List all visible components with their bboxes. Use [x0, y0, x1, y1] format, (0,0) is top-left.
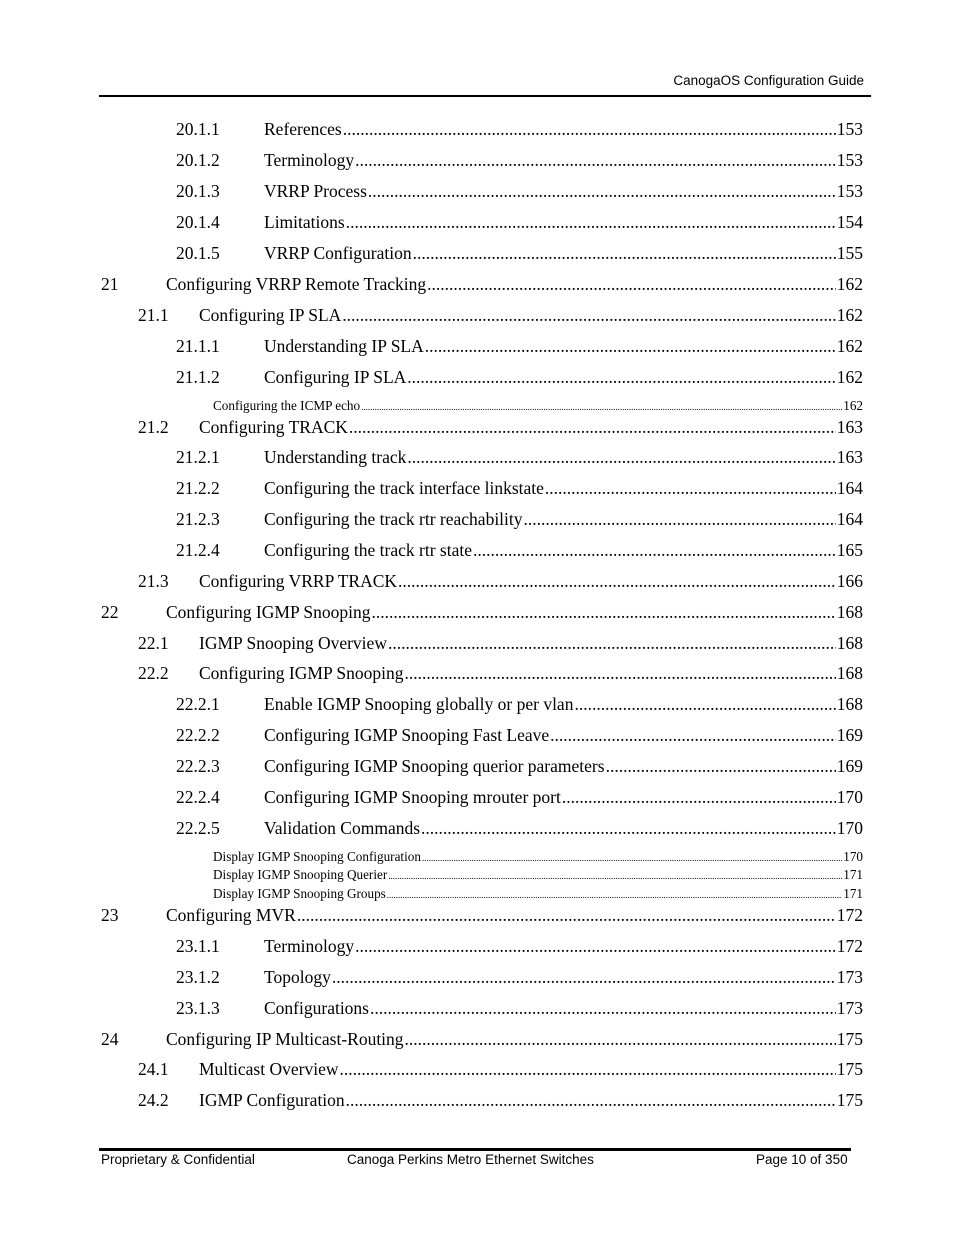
footer-product-line: Canoga Perkins Metro Ethernet Switches — [347, 1152, 594, 1167]
toc-entry-title: Configuring IP SLA — [199, 305, 342, 325]
dot-leader — [574, 693, 835, 715]
dot-leader — [606, 755, 836, 777]
dot-leader — [407, 446, 835, 468]
toc-entry-page: 162 — [836, 336, 863, 356]
toc-entry-title: Configuring IGMP Snooping mrouter port — [264, 787, 561, 807]
toc-entry-number: 24.1 — [138, 1059, 169, 1079]
toc-entry-number: 23.1.2 — [176, 967, 220, 987]
toc-entry[interactable] — [213, 849, 863, 865]
dot-leader — [545, 477, 836, 499]
toc-entry-title: Configuring IGMP Snooping — [166, 602, 371, 622]
dot-leader — [339, 1058, 835, 1080]
toc-entry-title: Terminology — [264, 150, 355, 170]
toc-entry-title: Display IGMP Snooping Querier — [213, 867, 388, 882]
toc-entry-number: 22 — [101, 602, 119, 622]
toc-entry-number: 24.2 — [138, 1090, 169, 1110]
toc-entry-title: Limitations — [264, 212, 345, 232]
toc-entry-title: Configuring VRRP TRACK — [199, 571, 398, 591]
toc-entry-page: 168 — [836, 633, 863, 653]
toc-entry-number: 22.2.4 — [176, 787, 220, 807]
toc-entry-number: 21.2.1 — [176, 447, 220, 467]
toc-entry-number: 23 — [101, 905, 119, 925]
toc-entry[interactable] — [101, 904, 863, 926]
running-header-title: CanogaOS Configuration Guide — [673, 73, 864, 88]
dot-leader — [355, 149, 836, 171]
toc-entry[interactable] — [138, 1089, 863, 1111]
toc-entry[interactable] — [138, 570, 863, 592]
toc-entry[interactable] — [176, 366, 863, 388]
dot-leader — [297, 904, 836, 926]
dot-leader — [355, 935, 836, 957]
toc-entry-title: Topology — [264, 967, 331, 987]
dot-leader — [425, 335, 836, 357]
toc-entry[interactable] — [213, 886, 863, 902]
dot-leader — [562, 786, 836, 808]
toc-entry-page: 165 — [836, 540, 863, 560]
toc-entry-page: 171 — [843, 886, 863, 901]
toc-entry-title: Configuring MVR — [166, 905, 296, 925]
toc-entry-title: Terminology — [264, 936, 355, 956]
toc-entry-title: IGMP Configuration — [199, 1090, 345, 1110]
toc-entry-number: 21.2.3 — [176, 509, 220, 529]
dot-leader — [388, 868, 842, 884]
toc-entry-page: 164 — [836, 509, 863, 529]
toc-entry-page: 171 — [843, 867, 863, 882]
toc-entry-page: 172 — [836, 936, 863, 956]
toc-entry-title: Enable IGMP Snooping globally or per vlan — [264, 694, 574, 714]
toc-entry[interactable] — [101, 1028, 863, 1050]
toc-entry-title: Configuring IGMP Snooping — [199, 663, 404, 683]
dot-leader — [550, 724, 836, 746]
toc-entry-title: Configuring IGMP Snooping querior parameters — [264, 756, 605, 776]
toc-entry-number: 22.2.5 — [176, 818, 220, 838]
toc-entry-number: 20.1.5 — [176, 243, 220, 263]
toc-entry-title: References — [264, 119, 342, 139]
footer-rule — [99, 1148, 851, 1151]
footer-page-number: Page 10 of 350 — [756, 1152, 848, 1167]
dot-leader — [473, 539, 836, 561]
toc-entry-number: 22.1 — [138, 633, 169, 653]
toc-entry[interactable] — [138, 304, 863, 326]
toc-entry[interactable] — [138, 662, 863, 684]
toc-entry-page: 170 — [836, 787, 863, 807]
toc-entry[interactable] — [138, 1058, 863, 1080]
toc-entry[interactable] — [138, 416, 863, 438]
toc-entry[interactable] — [138, 632, 863, 654]
toc-entry-title: Configuring the track rtr reachability — [264, 509, 523, 529]
dot-leader — [368, 180, 836, 202]
toc-entry-number: 23.1.3 — [176, 998, 220, 1018]
toc-entry-page: 162 — [836, 305, 863, 325]
toc-entry-number: 21.2.4 — [176, 540, 220, 560]
toc-entry-title: Configuring TRACK — [199, 417, 348, 437]
dot-leader — [405, 662, 836, 684]
dot-leader — [332, 966, 836, 988]
toc-entry-title: Configuring IP Multicast-Routing — [166, 1029, 404, 1049]
toc-entry-number: 20.1.2 — [176, 150, 220, 170]
toc-entry-number: 21.1.2 — [176, 367, 220, 387]
toc-entry-page: 164 — [836, 478, 863, 498]
toc-entry-number: 23.1.1 — [176, 936, 220, 956]
toc-entry-title: VRRP Configuration — [264, 243, 412, 263]
toc-entry[interactable] — [176, 335, 863, 357]
dot-leader — [342, 304, 835, 326]
toc-entry[interactable] — [176, 693, 863, 715]
toc-entry[interactable] — [176, 755, 863, 777]
toc-entry[interactable] — [176, 724, 863, 746]
dot-leader — [398, 570, 836, 592]
dot-leader — [387, 887, 842, 903]
toc-entry[interactable] — [213, 867, 863, 883]
toc-entry-title: Understanding track — [264, 447, 407, 467]
toc-entry-number: 20.1.3 — [176, 181, 220, 201]
toc-entry-page: 175 — [836, 1059, 863, 1079]
footer-confidentiality: Proprietary & Confidential — [101, 1152, 255, 1167]
toc-entry-page: 169 — [836, 725, 863, 745]
toc-entry-page: 162 — [843, 398, 863, 413]
dot-leader — [427, 273, 836, 295]
toc-entry[interactable] — [101, 273, 863, 295]
toc-entry[interactable] — [176, 180, 863, 202]
toc-entry-page: 163 — [836, 447, 863, 467]
toc-entry-title: Display IGMP Snooping Configuration — [213, 849, 421, 864]
dot-leader — [422, 850, 842, 866]
toc-entry-title: Configuring the track rtr state — [264, 540, 472, 560]
toc-entry-title: Display IGMP Snooping Groups — [213, 886, 386, 901]
toc-entry-page: 173 — [836, 998, 863, 1018]
toc-entry[interactable] — [176, 118, 863, 140]
toc-entry[interactable] — [176, 935, 863, 957]
dot-leader — [372, 601, 836, 623]
toc-entry-page: 175 — [836, 1090, 863, 1110]
toc-entry-number: 21.2 — [138, 417, 169, 437]
dot-leader — [346, 211, 836, 233]
toc-entry-title: IGMP Snooping Overview — [199, 633, 387, 653]
toc-entry[interactable] — [213, 398, 863, 414]
dot-leader — [388, 632, 836, 654]
toc-entry-number: 22.2.2 — [176, 725, 220, 745]
toc-entry-number: 21.1.1 — [176, 336, 220, 356]
toc-entry[interactable] — [176, 242, 863, 264]
toc-entry-number: 21.3 — [138, 571, 169, 591]
toc-entry[interactable] — [101, 601, 863, 623]
toc-entry[interactable] — [176, 997, 863, 1019]
dot-leader — [343, 118, 836, 140]
toc-entry[interactable] — [176, 446, 863, 468]
toc-entry[interactable] — [176, 477, 863, 499]
toc-entry-page: 170 — [843, 849, 863, 864]
toc-entry-title: Configuring IP SLA — [264, 367, 407, 387]
dot-leader — [346, 1089, 836, 1111]
toc-entry-number: 20.1.4 — [176, 212, 220, 232]
toc-entry-page: 168 — [836, 694, 863, 714]
toc-entry-number: 21.1 — [138, 305, 169, 325]
toc-entry-page: 168 — [836, 602, 863, 622]
toc-entry-title: Multicast Overview — [199, 1059, 339, 1079]
toc-entry-title: VRRP Process — [264, 181, 367, 201]
toc-entry[interactable] — [176, 149, 863, 171]
toc-entry-number: 22.2.1 — [176, 694, 220, 714]
toc-entry-page: 154 — [836, 212, 863, 232]
toc-entry-title: Configurations — [264, 998, 369, 1018]
toc-entry-page: 170 — [836, 818, 863, 838]
toc-entry-page: 166 — [836, 571, 863, 591]
toc-entry[interactable] — [176, 508, 863, 530]
toc-entry-page: 162 — [836, 367, 863, 387]
toc-entry-number: 22.2 — [138, 663, 169, 683]
dot-leader — [407, 366, 835, 388]
toc-entry-page: 153 — [836, 181, 863, 201]
toc-entry-page: 153 — [836, 119, 863, 139]
toc-entry-page: 169 — [836, 756, 863, 776]
toc-entry-page: 155 — [836, 243, 863, 263]
toc-entry-title: Configuring IGMP Snooping Fast Leave — [264, 725, 550, 745]
toc-entry-title: Configuring the track interface linkstate — [264, 478, 544, 498]
toc-entry-title: Validation Commands — [264, 818, 421, 838]
toc-entry-number: 21.2.2 — [176, 478, 220, 498]
dot-leader — [421, 817, 836, 839]
toc-entry-number: 21 — [101, 274, 119, 294]
toc-entry-page: 172 — [836, 905, 863, 925]
dot-leader — [405, 1028, 836, 1050]
dot-leader — [413, 242, 836, 264]
toc-entry-page: 162 — [836, 274, 863, 294]
toc-entry-title: Configuring the ICMP echo — [213, 398, 361, 413]
toc-entry-number: 24 — [101, 1029, 119, 1049]
toc-entry[interactable] — [176, 786, 863, 808]
toc-entry-title: Configuring VRRP Remote Tracking — [166, 274, 427, 294]
toc-entry[interactable] — [176, 966, 863, 988]
toc-entry-page: 173 — [836, 967, 863, 987]
toc-entry-page: 175 — [836, 1029, 863, 1049]
toc-entry-title: Understanding IP SLA — [264, 336, 424, 356]
toc-entry[interactable] — [176, 539, 863, 561]
dot-leader — [524, 508, 836, 530]
toc-entry[interactable] — [176, 817, 863, 839]
toc-entry-number: 20.1.1 — [176, 119, 220, 139]
toc-entry-page: 168 — [836, 663, 863, 683]
dot-leader — [361, 399, 842, 415]
dot-leader — [370, 997, 836, 1019]
toc-entry-page: 153 — [836, 150, 863, 170]
toc-entry-number: 22.2.3 — [176, 756, 220, 776]
toc-entry-page: 163 — [836, 417, 863, 437]
toc-entry[interactable] — [176, 211, 863, 233]
dot-leader — [349, 416, 836, 438]
